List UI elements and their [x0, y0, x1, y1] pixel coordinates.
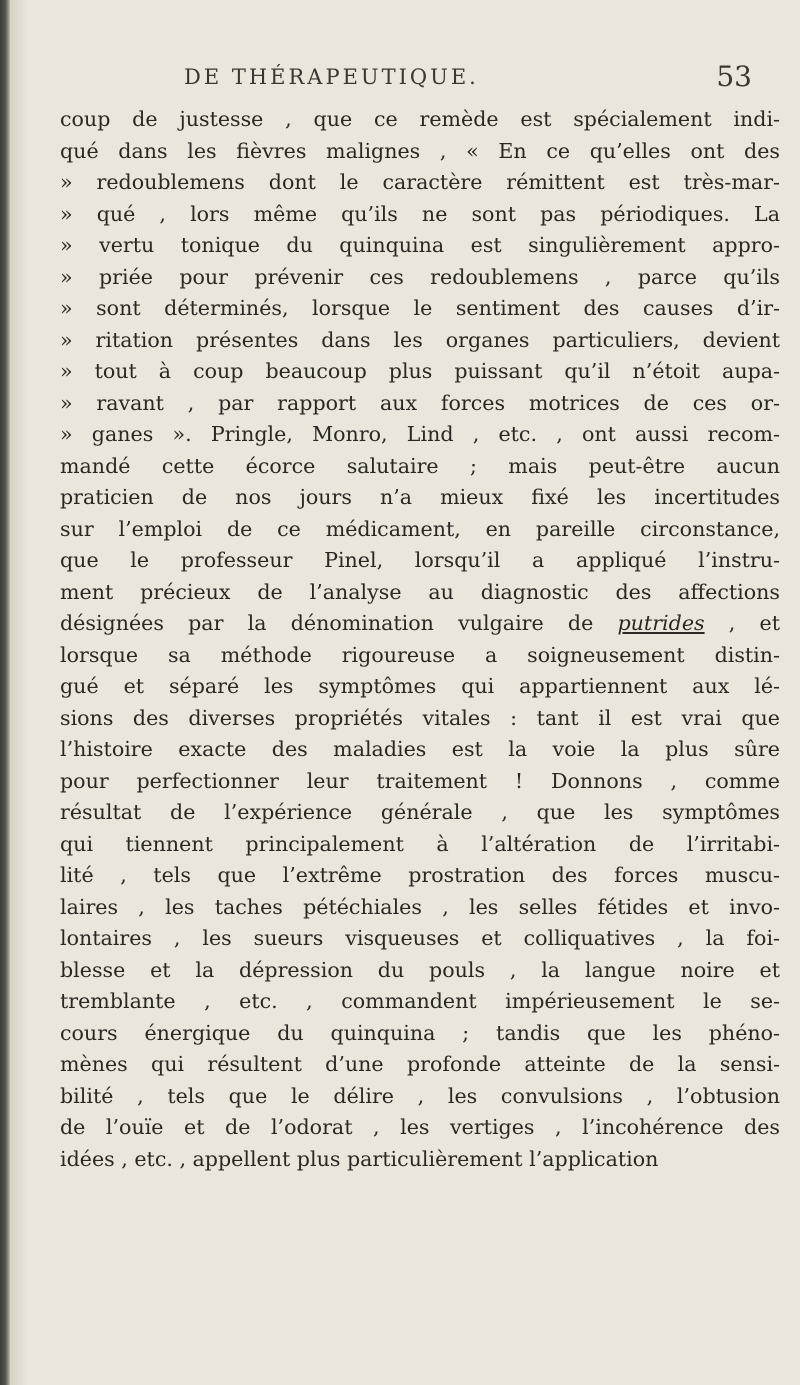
italic-term: putrides [617, 611, 705, 635]
text-line: ment précieux de l’analyse au diagnostic des affections [60, 579, 780, 604]
text-line: » ravant , par rapport aux forces motrices de ces or- [60, 390, 780, 415]
page-text [60, 104, 780, 1175]
text-line: » ritation présentes dans les organes particuliers, devient [60, 327, 780, 352]
page-header [184, 60, 752, 97]
text-line: de l’ouïe et de l’odorat , les vertiges , l’incohérence des [60, 1115, 780, 1139]
text-line: qui tiennent principalement à l’altération de l’irritabi- [60, 831, 780, 856]
text-line: blesse et la dépression du pouls , la langue noire et [60, 957, 780, 982]
text-line: » qué , lors même qu’ils ne sont pas périodiques. La [60, 201, 780, 226]
text-line: mandé cette écorce salutaire ; mais peut-être aucun [60, 453, 780, 478]
text-line: qué dans les fièvres malignes , « En ce qu’elles ont des [60, 138, 780, 163]
text-line: cours énergique du quinquina ; tandis que les phéno- [60, 1020, 780, 1045]
text-line: sur l’emploi de ce médicament, en pareille circonstance, [60, 516, 780, 541]
text-line: sions des diverses propriétés vitales : tant il est vrai que [60, 705, 780, 730]
text-segment: désignées par la dénomination vulgaire de [60, 611, 594, 635]
text-line: pour perfectionner leur traitement ! Donnons , comme [60, 768, 780, 793]
text-line: mènes qui résultent d’une profonde atteinte de la sensi- [60, 1052, 780, 1076]
text-line: » sont déterminés, lorsque le sentiment des causes d’ir- [60, 296, 780, 320]
text-line: que le professeur Pinel, lorsqu’il a appliqué l’instru- [60, 548, 780, 572]
text-line: tremblante , etc. , commandent impérieusement le se- [60, 989, 780, 1013]
text-line: coup de justesse , que ce remède est spécialement indi- [60, 107, 780, 131]
text-line: bilité , tels que le délire , les convulsions , l’obtusion [60, 1083, 780, 1108]
page-gutter [10, 0, 28, 1385]
text-line: praticien de nos jours n’a mieux fixé les incertitudes [60, 485, 780, 509]
text-line: » ganes ». Pringle, Monro, Lind , etc. , ont aussi recom- [60, 422, 780, 446]
book-spine-shadow [0, 0, 10, 1385]
text-line: » priée pour prévenir ces redoublemens , parce qu’ils [60, 264, 780, 289]
text-line: lorsque sa méthode rigoureuse a soigneusement distin- [60, 642, 780, 667]
text-line: lontaires , les sueurs visqueuses et colliquatives , la foi- [60, 926, 780, 950]
text-line: » tout à coup beaucoup plus puissant qu’il n’étoit aupa- [60, 359, 780, 383]
running-head: DE THÉRAPEUTIQUE. [184, 65, 479, 89]
text-line: idées , etc. , appellent plus particulièrement l’application [60, 1146, 659, 1171]
text-line: résultat de l’expérience générale , que les symptômes [60, 800, 780, 824]
text-line: l’histoire exacte des maladies est la voie la plus sûre [60, 737, 780, 761]
text-line: gué et séparé les symptômes qui appartiennent aux lé- [60, 674, 780, 698]
text-segment: , et [728, 611, 781, 635]
text-line: laires , les taches pétéchiales , les selles fétides et invo- [60, 894, 780, 919]
text-line: » redoublemens dont le caractère rémittent est très-mar- [60, 170, 780, 194]
text-line: » vertu tonique du quinquina est singulièrement appro- [60, 233, 780, 257]
text-line: lité , tels que l’extrême prostration des forces muscu- [60, 863, 780, 887]
text-line-mixed [60, 608, 780, 640]
page-number: 53 [716, 60, 752, 93]
